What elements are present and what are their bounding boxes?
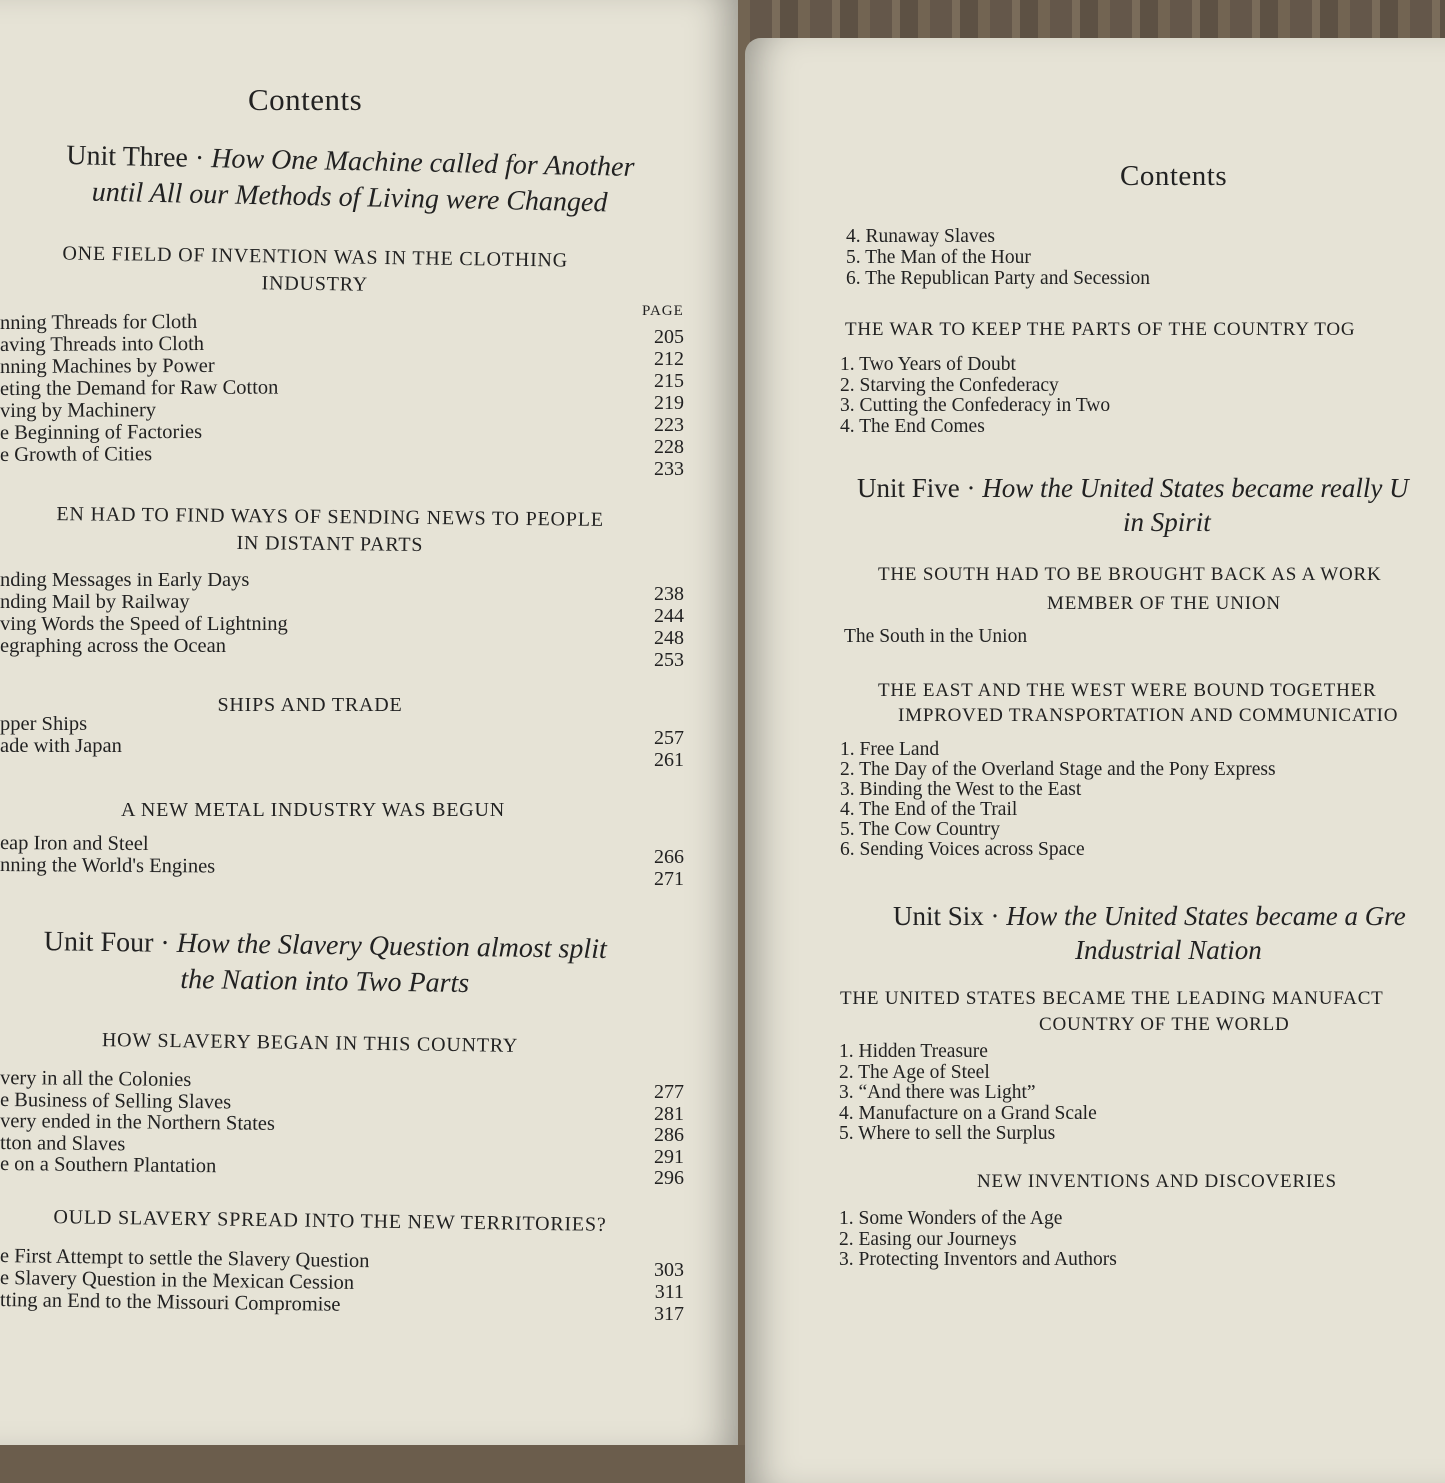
left-contents-heading: Contents xyxy=(248,82,363,117)
unit-three-title-line2: until All our Methods of Living were Changed xyxy=(91,176,608,219)
toc-entry-title: very in all the Colonies xyxy=(0,1067,192,1092)
unit-six-title-line1: How the United States became a Gre xyxy=(1006,901,1406,931)
toc-entry-title: tting an End to the Missouri Compromise xyxy=(0,1289,341,1316)
toc-entry-page-number: 266 xyxy=(654,846,684,868)
toc-entry-title: e Growth of Cities xyxy=(0,443,153,466)
toc-entry-page-number: 281 xyxy=(654,1102,684,1125)
section-metal: A NEW METAL INDUSTRY WAS BEGUN xyxy=(120,799,506,821)
toc-entry-title: ade with Japan xyxy=(0,735,122,757)
toc-entry-title: 1. Some Wonders of the Age xyxy=(839,1208,1063,1229)
toc-entry-title: 1. Free Land xyxy=(840,739,940,760)
unit-three-title-line1: How One Machine called for Another xyxy=(210,143,635,183)
toc-entry-page-number: 212 xyxy=(654,348,684,370)
toc-entry-title: aving Threads into Cloth xyxy=(0,332,205,356)
toc-entry-page-number: 248 xyxy=(654,627,684,649)
toc-entry-title: 4. Manufacture on a Grand Scale xyxy=(839,1102,1097,1124)
toc-entry-page-number: 244 xyxy=(654,605,684,627)
toc-entry-page-number: 277 xyxy=(654,1081,684,1103)
toc-entry-title: 5. The Man of the Hour xyxy=(846,247,1031,268)
unit-five-label: Unit Five · xyxy=(857,473,983,503)
toc-entry-title: eap Iron and Steel xyxy=(0,832,149,856)
toc-entry-title: 1. Two Years of Doubt xyxy=(840,354,1016,375)
toc-entry-page-number: 223 xyxy=(654,414,684,436)
section-news-line1: EN HAD TO FIND WAYS OF SENDING NEWS TO PEOPLE xyxy=(56,503,604,531)
toc-entry-page-number: 317 xyxy=(654,1303,684,1325)
section-inventions: NEW INVENTIONS AND DISCOVERIES xyxy=(977,1171,1337,1192)
section-clothing xyxy=(0,240,630,303)
section-leading-line2: COUNTRY OF THE WORLD xyxy=(1039,1014,1290,1035)
section-east xyxy=(878,678,1398,728)
unit-five-title-line1: How the United States became really U xyxy=(982,473,1409,503)
section-slavery: HOW SLAVERY BEGAN IN THIS COUNTRY xyxy=(101,1029,519,1057)
section-clothing-line2: INDUSTRY xyxy=(261,272,369,296)
toc-entry-title: 3. “And there was Light” xyxy=(839,1082,1036,1103)
toc-entry-title: e Slavery Question in the Mexican Cession xyxy=(0,1267,355,1294)
section-south-line1: THE SOUTH HAD TO BE BROUGHT BACK AS A WORK xyxy=(878,564,1382,585)
toc-entry-title: ving Words the Speed of Lightning xyxy=(0,613,288,635)
toc-entry-title: pper Ships xyxy=(0,713,88,735)
toc-entry-title: 2. The Age of Steel xyxy=(839,1061,990,1083)
toc-entry-page-number: 286 xyxy=(654,1124,684,1146)
toc-entry-title: 3. Binding the West to the East xyxy=(840,779,1082,800)
toc-entry-title: nning Machines by Power xyxy=(0,354,215,378)
right-page xyxy=(745,38,1445,1483)
toc-entry-title: very ended in the Northern States xyxy=(0,1110,276,1135)
toc-entry-title: 2. The Day of the Overland Stage and the Pony Express xyxy=(840,759,1276,780)
unit-six-label: Unit Six · xyxy=(893,901,1007,931)
toc-entry-title: e on a Southern Plantation xyxy=(0,1153,217,1178)
toc-entry-title: nding Mail by Railway xyxy=(0,591,190,613)
unit-six-title xyxy=(893,898,1406,934)
toc-entry-title: 1. Hidden Treasure xyxy=(839,1041,988,1062)
unit-three-title xyxy=(0,137,701,224)
section-news xyxy=(0,501,660,562)
toc-entry-title: 2. Easing our Journeys xyxy=(839,1228,1017,1250)
toc-entry-page-number: 271 xyxy=(654,868,684,890)
unit-five-title-line2-text: in Spirit xyxy=(1123,507,1211,537)
toc-entry-page-number: 219 xyxy=(654,392,684,414)
toc-entry-title: nning the World's Engines xyxy=(0,854,216,878)
section-south-line2: MEMBER OF THE UNION xyxy=(1047,593,1281,614)
unit-four-label: Unit Four · xyxy=(43,926,177,959)
section-news-line2: IN DISTANT PARTS xyxy=(236,532,424,556)
toc-entry-page-number: 257 xyxy=(654,727,684,749)
toc-entry-page-number: 205 xyxy=(654,326,684,348)
toc-entry-page-number: 238 xyxy=(654,583,684,605)
unit-six-title-line2-text: Industrial Nation xyxy=(1075,935,1262,965)
unit-four-title-line2: the Nation into Two Parts xyxy=(180,963,470,1000)
toc-entry-title: 6. Sending Voices across Space xyxy=(840,839,1085,860)
toc-entry-title: e First Attempt to settle the Slavery Question xyxy=(0,1245,370,1273)
section-east-line1: THE EAST AND THE WEST WERE BOUND TOGETHER xyxy=(878,680,1377,701)
toc-entry-title: 4. The End Comes xyxy=(840,415,985,437)
toc-entry-title: 2. Starving the Confederacy xyxy=(840,374,1059,396)
toc-entry-title: nning Threads for Cloth xyxy=(0,310,198,334)
toc-entry-page-number: 233 xyxy=(654,458,684,480)
section-leading-line1: THE UNITED STATES BECAME THE LEADING MANUFACT xyxy=(840,988,1384,1009)
unit-four-title xyxy=(0,923,650,1004)
toc-entry-title: ving by Machinery xyxy=(0,399,157,422)
toc-entry-title: 3. Protecting Inventors and Authors xyxy=(839,1249,1117,1270)
section-clothing-line1: ONE FIELD OF INVENTION WAS IN THE CLOTHING xyxy=(62,242,569,272)
toc-entry-page-number: 303 xyxy=(654,1259,684,1281)
toc-entry-title: nding Messages in Early Days xyxy=(0,569,250,591)
toc-entry-title: tton and Slaves xyxy=(0,1131,126,1155)
section-leading xyxy=(840,986,1384,1038)
toc-entry-page-number: 311 xyxy=(654,1281,684,1303)
toc-entry-title: 5. The Cow Country xyxy=(840,819,1000,840)
toc-entry-title: eting the Demand for Raw Cotton xyxy=(0,376,279,400)
toc-entry-page-number: 253 xyxy=(654,649,684,671)
right-contents-heading: Contents xyxy=(1120,160,1228,192)
toc-entry-page-number: 215 xyxy=(654,370,684,392)
section-ships: SHIPS AND TRADE xyxy=(217,694,403,716)
toc-entry-title: 6. The Republican Party and Secession xyxy=(846,268,1150,289)
section-territories: OULD SLAVERY SPREAD INTO THE NEW TERRITORIES? xyxy=(53,1206,607,1236)
toc-entry-page-number: 261 xyxy=(654,749,684,771)
toc-entry-title: 5. Where to sell the Surplus xyxy=(839,1123,1056,1144)
toc-entry-title: The South in the Union xyxy=(844,626,1028,647)
left-page xyxy=(0,0,738,1445)
toc-entry-title: 4. Runaway Slaves xyxy=(846,226,995,247)
toc-entry-title: e Business of Selling Slaves xyxy=(0,1088,232,1113)
unit-five-title xyxy=(857,470,1409,506)
toc-entry-title: 4. The End of the Trail xyxy=(840,799,1018,820)
toc-entry-page-number: 296 xyxy=(654,1167,684,1189)
toc-entry-page-number: 291 xyxy=(654,1145,684,1168)
toc-entry-title: e Beginning of Factories xyxy=(0,420,203,444)
toc-entry-title: egraphing across the Ocean xyxy=(0,635,226,657)
unit-six-title-line2 xyxy=(1075,932,1262,968)
section-south xyxy=(878,560,1382,618)
toc-entry-page-number: 228 xyxy=(654,436,684,458)
page-column-label: PAGE xyxy=(642,303,684,319)
unit-four-title-line1: How the Slavery Question almost split xyxy=(176,927,607,965)
section-east-line2: IMPROVED TRANSPORTATION AND COMMUNICATIO xyxy=(898,705,1399,726)
section-war: THE WAR TO KEEP THE PARTS OF THE COUNTRY TOG xyxy=(845,319,1356,340)
unit-five-title-line2 xyxy=(1123,504,1211,540)
unit-three-label: Unit Three · xyxy=(66,140,212,175)
toc-entry-title: 3. Cutting the Confederacy in Two xyxy=(840,395,1111,416)
